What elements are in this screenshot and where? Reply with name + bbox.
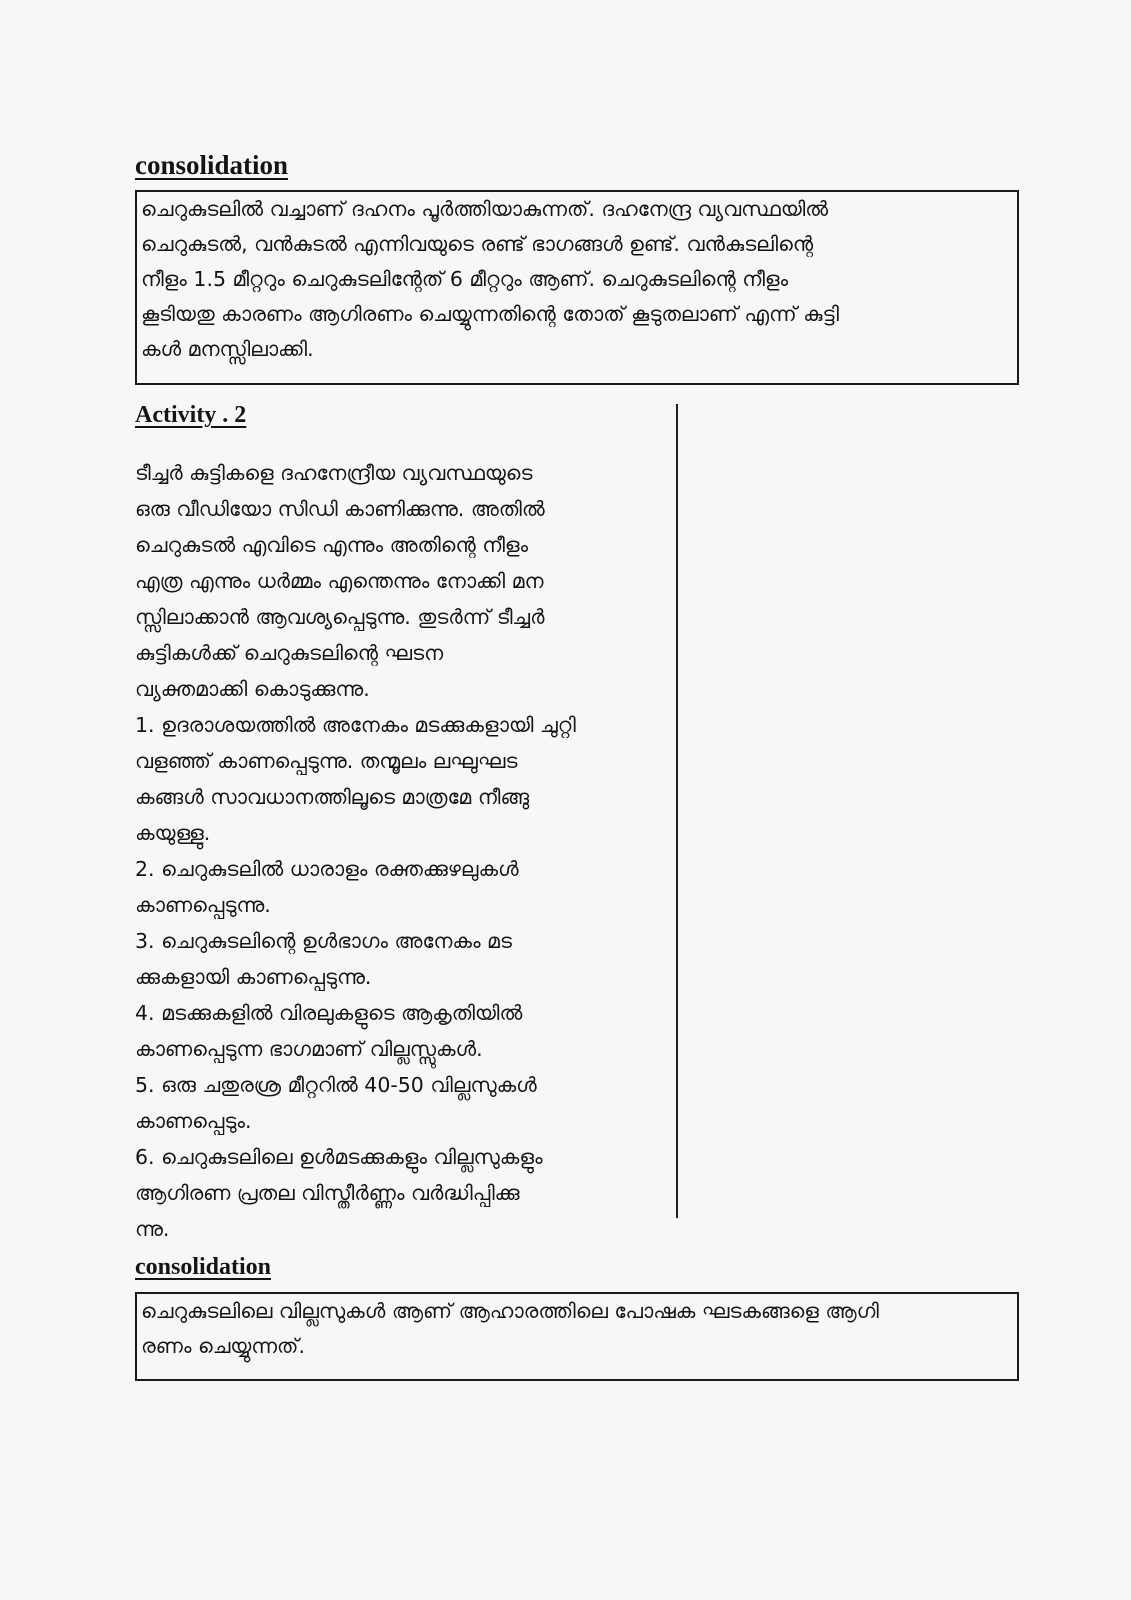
consolidation-box-2 xyxy=(135,1292,1019,1381)
activity-line-17: കാണപ്പെടുന്ന ഭാഗമാണ് വില്ലസ്സുകൾ. xyxy=(135,1037,483,1061)
activity-line-22: ന്നു. xyxy=(135,1217,170,1241)
activity-line-12: 2. ചെറുകുടലിൽ ധാരാളം രക്തക്കുഴലുകൾ xyxy=(135,857,519,881)
activity-line-7: വ്യക്തമാക്കി കൊടുക്കുന്നു. xyxy=(135,677,370,701)
activity-line-13: കാണപ്പെടുന്നു. xyxy=(135,893,271,917)
activity-line-18: 5. ഒരു ചതുരശ്ര മീറ്ററിൽ 40-50 വില്ലസുകൾ xyxy=(135,1073,537,1097)
activity-line-2: ഒരു വീഡിയോ സിഡി കാണിക്കുന്നു. അതിൽ xyxy=(135,497,545,521)
activity-line-11: കയുള്ളു. xyxy=(135,821,211,845)
column-divider xyxy=(676,404,678,1218)
activity-body xyxy=(135,455,655,1247)
activity-line-19: കാണപ്പെടും. xyxy=(135,1109,252,1133)
activity-line-21: ആഗിരണ പ്രതല വിസ്തീർണ്ണം വർദ്ധിപ്പിക്കു xyxy=(135,1181,520,1205)
consolidation-heading-1: consolidation xyxy=(135,150,289,180)
activity-line-15: ക്കുകളായി കാണപ്പെടുന്നു. xyxy=(135,965,372,989)
box2-line-1: ചെറുകുടലിലെ വില്ലസുകൾ ആണ് ആഹാരത്തിലെ പോഷക ഘടകങ്ങളെ ആഗി xyxy=(141,1299,879,1323)
box2-line-2: രണം ചെയ്യുന്നത്. xyxy=(141,1334,305,1358)
activity-line-3: ചെറുകുടൽ എവിടെ എന്നും അതിന്റെ നീളം xyxy=(135,533,529,557)
consolidation-heading-2: consolidation xyxy=(135,1254,272,1280)
box1-line-2: ചെറുകുടൽ, വൻകുടൽ എന്നിവയുടെ രണ്ട് ഭാഗങ്ങൾ ഉണ്ട്. വൻകുടലിന്റെ xyxy=(141,232,814,256)
box1-line-4: കൂടിയതു കാരണം ആഗിരണം ചെയ്യുന്നതിന്റെ തോത് കൂടുതലാണ് എന്ന് കുട്ടി xyxy=(141,302,839,326)
box1-line-3: നീളം 1.5 മീറ്ററും ചെറുകുടലിന്റേത് 6 മീറ്ററും ആണ്. ചെറുകുടലിന്റെ നീളം xyxy=(141,267,789,291)
activity-line-9: വളഞ്ഞ് കാണപ്പെടുന്നു. തന്മൂലം ലഘുഘട xyxy=(135,749,518,773)
activity-line-1: ടീച്ചർ കുട്ടികളെ ദഹനേന്ദ്രീയ വ്യവസ്ഥയുടെ xyxy=(135,461,533,485)
box1-line-5: കൾ മനസ്സിലാക്കി. xyxy=(141,337,314,361)
activity-line-20: 6. ചെറുകുടലിലെ ഉൾമടക്കുകളും വില്ലസുകളും xyxy=(135,1145,543,1169)
activity-line-16: 4. മടക്കുകളിൽ വിരലുകളുടെ ആകൃതിയിൽ xyxy=(135,1001,523,1025)
activity-line-14: 3. ചെറുകുടലിന്റെ ഉൾഭാഗം അനേകം മട xyxy=(135,929,513,953)
activity-heading: Activity . 2 xyxy=(135,402,247,428)
activity-line-4: എത്ര എന്നും ധർമ്മം എന്തെന്നും നോക്കി മന xyxy=(135,569,544,593)
activity-line-6: കുട്ടികൾക്ക് ചെറുകുടലിന്റെ ഘടന xyxy=(135,641,444,665)
activity-line-8: 1. ഉദരാശയത്തിൽ അനേകം മടക്കുകളായി ചുറ്റി xyxy=(135,713,576,737)
consolidation-box-1 xyxy=(135,190,1019,385)
activity-line-10: കങ്ങൾ സാവധാനത്തിലൂടെ മാത്രമേ നീങ്ങു xyxy=(135,785,530,809)
box1-line-1: ചെറുകുടലിൽ വച്ചാണ് ദഹനം പൂർത്തിയാകുന്നത്. ദഹനേന്ദ്ര വ്യവസ്ഥയിൽ xyxy=(141,197,829,221)
activity-line-5: സ്സിലാക്കാൻ ആവശ്യപ്പെടുന്നു. തുടർന്ന് ടീച്ചർ xyxy=(135,605,545,629)
